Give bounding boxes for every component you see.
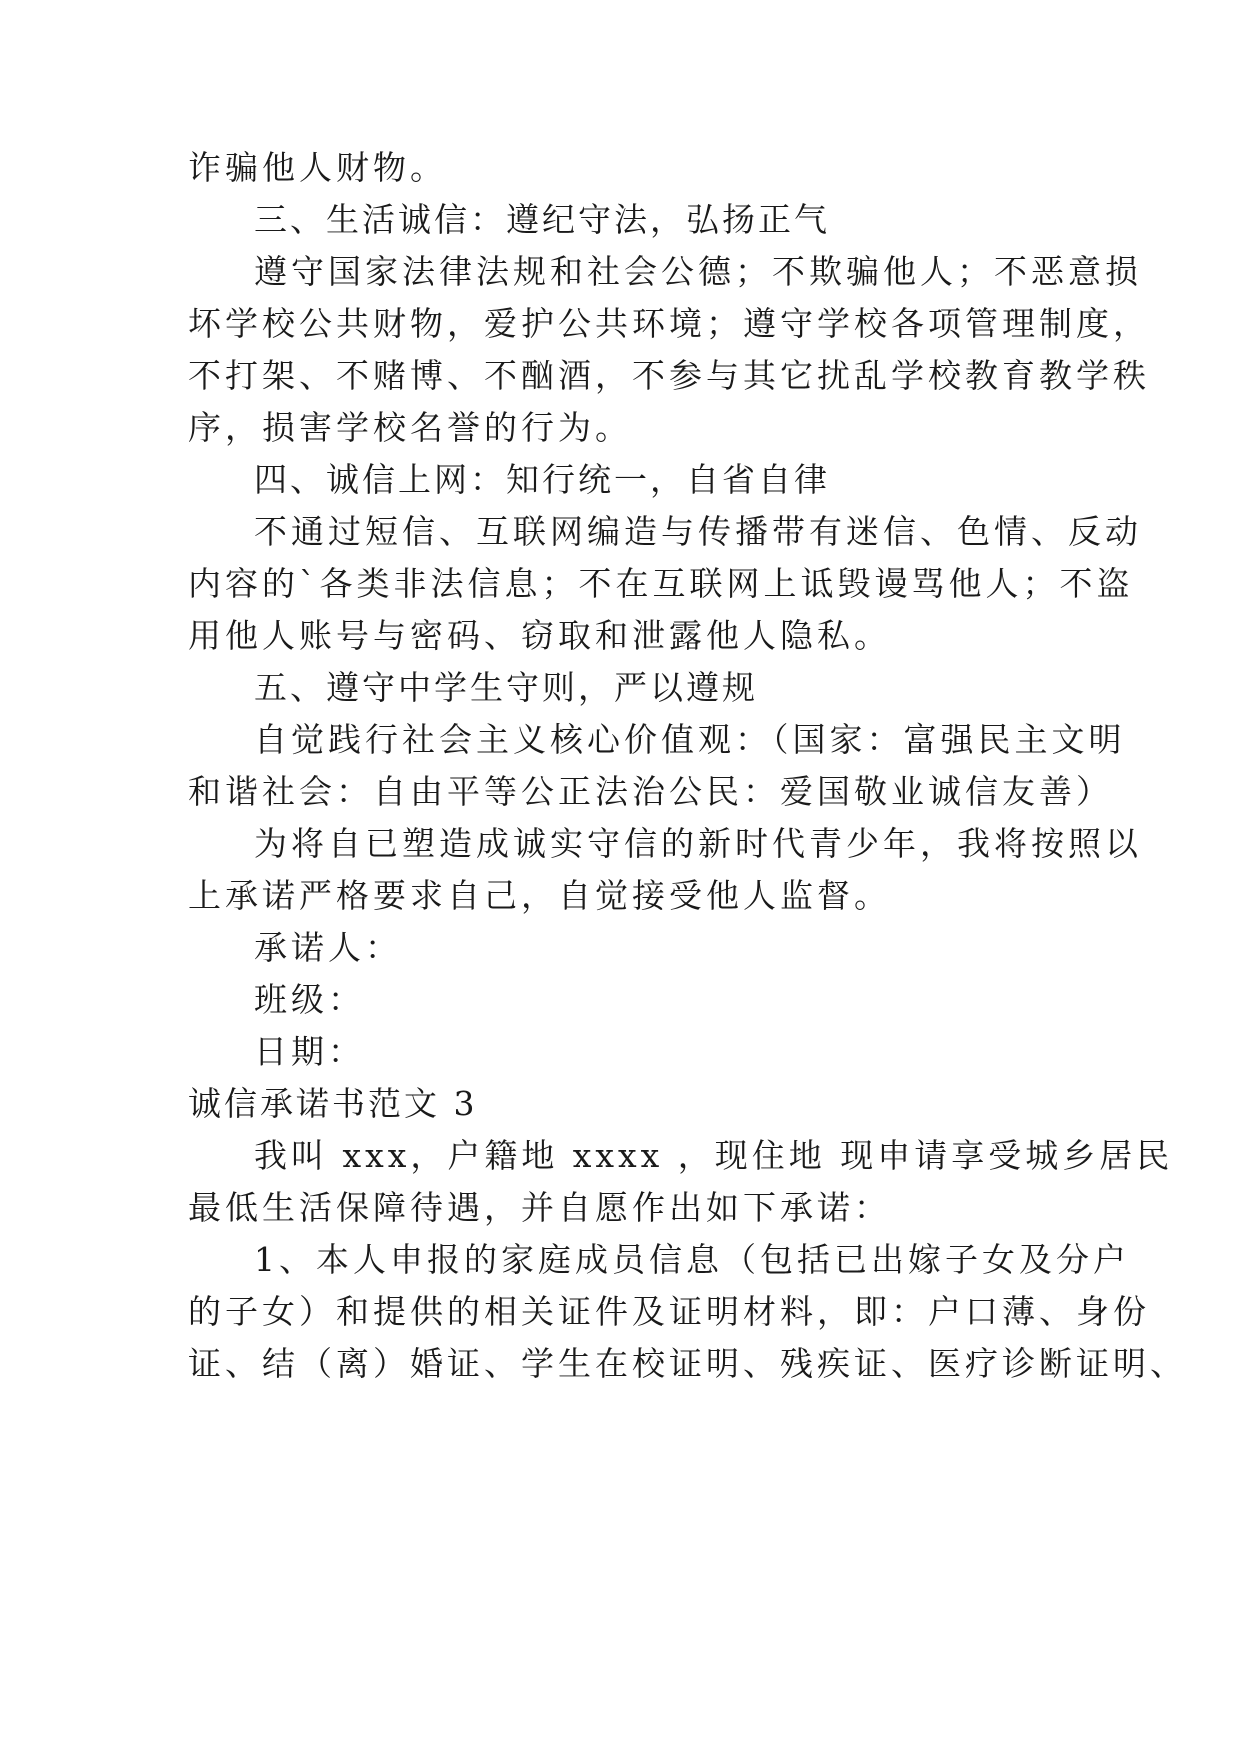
paragraph-line: 序，损害学校名誉的行为。: [188, 408, 632, 447]
paragraph-line: 为将自已塑造成诚实守信的新时代青少年，我将按照以: [254, 824, 1142, 863]
paragraph-line: 1、本人申报的家庭成员信息（包括已出嫁子女及分户: [254, 1240, 1130, 1279]
signature-label-promisor: 承诺人：: [254, 928, 402, 967]
paragraph-line: 和谐社会：自由平等公正法治公民：爱国敬业诚信友善）: [188, 772, 1113, 811]
paragraph-line: 自觉践行社会主义核心价值观：（国家：富强民主文明: [254, 720, 1126, 759]
signature-label-date: 日期：: [254, 1032, 365, 1071]
paragraph-line: 上承诺严格要求自己，自觉接受他人监督。: [188, 876, 891, 915]
paragraph-line: 最低生活保障待遇，并自愿作出如下承诺：: [188, 1188, 891, 1227]
paragraph-line: 诈骗他人财物。: [188, 148, 447, 187]
paragraph-line: 用他人账号与密码、窃取和泄露他人隐私。: [188, 616, 891, 655]
section-heading: 三、生活诚信：遵纪守法，弘扬正气: [254, 200, 830, 239]
section-heading: 四、诚信上网：知行统一，自省自律: [254, 460, 830, 499]
signature-label-class: 班级：: [254, 980, 365, 1019]
paragraph-line: 不通过短信、互联网编造与传播带有迷信、色情、反动: [254, 512, 1142, 551]
section-heading: 五、遵守中学生守则，严以遵规: [254, 668, 758, 707]
paragraph-line: 遵守国家法律法规和社会公德；不欺骗他人；不恶意损: [254, 252, 1142, 291]
paragraph-line: 坏学校公共财物，爱护公共环境；遵守学校各项管理制度，: [188, 304, 1150, 343]
paragraph-line: 的子女）和提供的相关证件及证明材料，即：户口薄、身份: [188, 1292, 1150, 1331]
paragraph-line: 证、结（离）婚证、学生在校证明、残疾证、医疗诊断证明、: [188, 1344, 1187, 1383]
paragraph-line: 我叫 xxx，户籍地 xxxx ，现住地 现申请享受城乡居民: [254, 1136, 1174, 1175]
document-subtitle: 诚信承诺书范文 3: [188, 1084, 478, 1123]
paragraph-line: 不打架、不赌博、不酗酒，不参与其它扰乱学校教育教学秩: [188, 356, 1150, 395]
paragraph-line: 内容的`各类非法信息；不在互联网上诋毁谩骂他人；不盗: [188, 564, 1134, 603]
